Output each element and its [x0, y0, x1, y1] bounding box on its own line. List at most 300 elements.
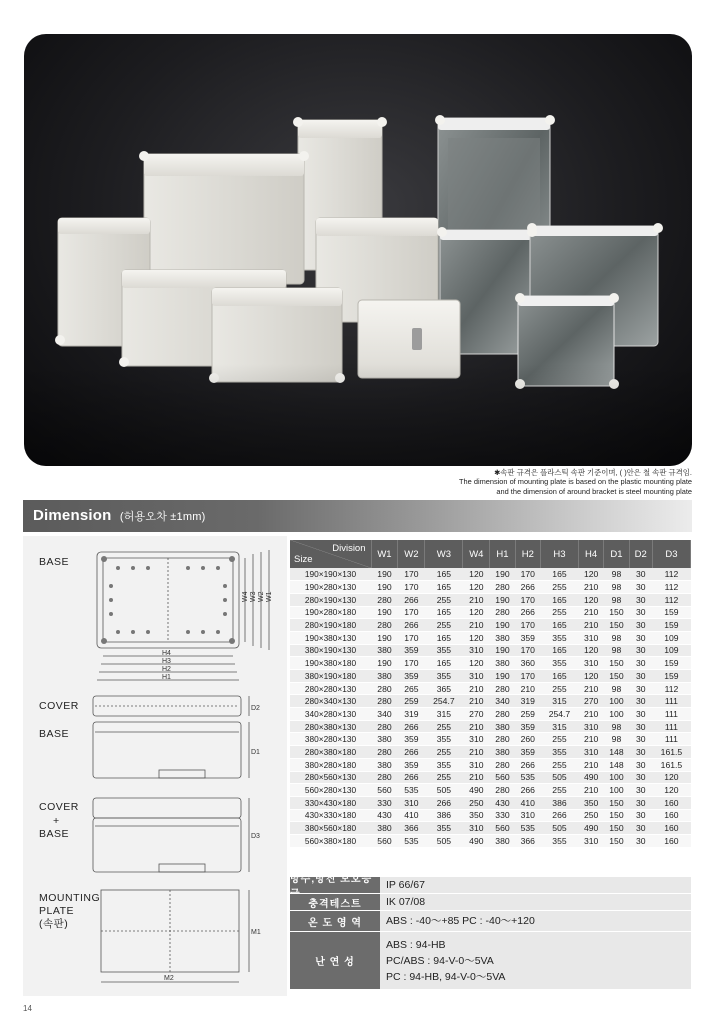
- value-cell: 280: [371, 695, 398, 708]
- value-cell: 30: [629, 619, 652, 632]
- value-cell: 112: [652, 682, 690, 695]
- value-cell: 310: [578, 631, 603, 644]
- value-cell: 366: [515, 834, 540, 847]
- value-cell: 266: [515, 606, 540, 619]
- size-cell: 280×560×130: [290, 771, 371, 784]
- value-cell: 266: [515, 784, 540, 797]
- col-w4: W4: [463, 540, 490, 568]
- value-cell: 98: [604, 733, 629, 746]
- value-cell: 386: [540, 796, 578, 809]
- value-cell: 98: [604, 682, 629, 695]
- col-h1: H1: [490, 540, 515, 568]
- value-cell: 161.5: [652, 758, 690, 771]
- dim-h1: H1: [162, 674, 171, 681]
- value-cell: 380: [371, 644, 398, 657]
- label-cover-base-3: BASE: [39, 828, 70, 840]
- mounting-plate-note: [459, 468, 692, 496]
- value-cell: 310: [578, 834, 603, 847]
- value-cell: 190: [490, 644, 515, 657]
- label-cover: COVER: [39, 700, 79, 712]
- value-cell: 30: [629, 708, 652, 721]
- value-cell: 280: [371, 771, 398, 784]
- spec-row-impact: [290, 894, 691, 911]
- dim-d3: D3: [251, 833, 260, 840]
- value-cell: 165: [540, 593, 578, 606]
- value-cell: 170: [515, 619, 540, 632]
- size-cell: 380×280×180: [290, 758, 371, 771]
- value-cell: 100: [604, 771, 629, 784]
- value-cell: 30: [629, 593, 652, 606]
- value-cell: 310: [463, 758, 490, 771]
- value-cell: 30: [629, 720, 652, 733]
- value-cell: 266: [515, 581, 540, 594]
- value-cell: 170: [515, 593, 540, 606]
- value-cell: 280: [371, 593, 398, 606]
- value-cell: 98: [604, 644, 629, 657]
- value-cell: 120: [578, 644, 603, 657]
- value-cell: 310: [578, 657, 603, 670]
- value-cell: 190: [371, 568, 398, 581]
- value-cell: 505: [540, 822, 578, 835]
- value-cell: 280: [371, 619, 398, 632]
- value-cell: 255: [425, 771, 463, 784]
- enclosure-boxes-image: [24, 34, 692, 466]
- value-cell: 190: [371, 606, 398, 619]
- value-cell: 30: [629, 682, 652, 695]
- note-korean: ✱속판 규격은 플라스틱 속판 기준이며, ( )안은 철 속판 규격임.: [494, 468, 692, 477]
- spec-value-line: IK 07/08: [386, 896, 426, 908]
- value-cell: 150: [604, 809, 629, 822]
- value-cell: 30: [629, 796, 652, 809]
- value-cell: 315: [540, 720, 578, 733]
- value-cell: 111: [652, 708, 690, 721]
- spec-label-temperature: 온 도 영 역: [290, 911, 380, 931]
- value-cell: 260: [515, 733, 540, 746]
- dim-w3: W3: [250, 591, 257, 602]
- table-row: [290, 796, 691, 809]
- value-cell: 159: [652, 670, 690, 683]
- value-cell: 365: [425, 682, 463, 695]
- value-cell: 170: [398, 631, 425, 644]
- value-cell: 210: [463, 746, 490, 759]
- value-cell: 355: [425, 758, 463, 771]
- value-cell: 560: [371, 834, 398, 847]
- table-row: [290, 695, 691, 708]
- label-cover-base-1: COVER: [39, 801, 79, 813]
- spec-value-ip: [380, 877, 691, 893]
- value-cell: 120: [463, 631, 490, 644]
- value-cell: 30: [629, 746, 652, 759]
- dim-h2: H2: [162, 666, 171, 673]
- value-cell: 340: [490, 695, 515, 708]
- size-cell: 190×380×180: [290, 657, 371, 670]
- table-row: [290, 822, 691, 835]
- value-cell: 430: [371, 809, 398, 822]
- value-cell: 315: [540, 695, 578, 708]
- value-cell: 190: [490, 593, 515, 606]
- value-cell: 112: [652, 593, 690, 606]
- value-cell: 120: [578, 670, 603, 683]
- value-cell: 100: [604, 695, 629, 708]
- value-cell: 366: [398, 822, 425, 835]
- table-row: [290, 581, 691, 594]
- value-cell: 380: [490, 746, 515, 759]
- dimension-title-text: Dimension: [33, 507, 112, 524]
- value-cell: 120: [463, 581, 490, 594]
- value-cell: 255: [540, 784, 578, 797]
- value-cell: 280: [490, 784, 515, 797]
- value-cell: 280: [371, 682, 398, 695]
- value-cell: 190: [371, 581, 398, 594]
- value-cell: 490: [578, 771, 603, 784]
- col-h4: H4: [578, 540, 603, 568]
- value-cell: 280: [490, 581, 515, 594]
- value-cell: 159: [652, 606, 690, 619]
- size-label: Size: [294, 554, 313, 565]
- table-row: [290, 733, 691, 746]
- value-cell: 120: [463, 606, 490, 619]
- value-cell: 266: [398, 720, 425, 733]
- value-cell: 255: [425, 593, 463, 606]
- value-cell: 98: [604, 631, 629, 644]
- table-row: [290, 809, 691, 822]
- value-cell: 30: [629, 695, 652, 708]
- value-cell: 266: [540, 809, 578, 822]
- table-row: [290, 670, 691, 683]
- spec-row-flammability: [290, 932, 691, 990]
- value-cell: 190: [490, 619, 515, 632]
- size-cell: 340×280×130: [290, 708, 371, 721]
- value-cell: 535: [398, 834, 425, 847]
- dim-h4: H4: [162, 650, 171, 657]
- value-cell: 560: [371, 784, 398, 797]
- dim-h3: H3: [162, 658, 171, 665]
- value-cell: 319: [398, 708, 425, 721]
- value-cell: 120: [652, 771, 690, 784]
- col-w1: W1: [371, 540, 398, 568]
- col-h2: H2: [515, 540, 540, 568]
- size-cell: 560×380×180: [290, 834, 371, 847]
- value-cell: 170: [515, 568, 540, 581]
- value-cell: 148: [604, 746, 629, 759]
- value-cell: 98: [604, 568, 629, 581]
- value-cell: 255: [540, 758, 578, 771]
- value-cell: 30: [629, 644, 652, 657]
- value-cell: 280: [371, 720, 398, 733]
- table-row: [290, 834, 691, 847]
- value-cell: 190: [490, 568, 515, 581]
- size-cell: 190×190×130: [290, 568, 371, 581]
- value-cell: 535: [515, 771, 540, 784]
- value-cell: 109: [652, 631, 690, 644]
- value-cell: 266: [425, 796, 463, 809]
- value-cell: 159: [652, 657, 690, 670]
- table-row: [290, 657, 691, 670]
- value-cell: 266: [398, 593, 425, 606]
- value-cell: 161.5: [652, 746, 690, 759]
- table-row: [290, 771, 691, 784]
- value-cell: 98: [604, 581, 629, 594]
- size-cell: 280×380×130: [290, 720, 371, 733]
- value-cell: 319: [515, 695, 540, 708]
- value-cell: 30: [629, 606, 652, 619]
- size-cell: 330×430×180: [290, 796, 371, 809]
- value-cell: 255: [540, 682, 578, 695]
- value-cell: 490: [463, 784, 490, 797]
- dimension-table: [290, 540, 691, 848]
- technical-drawings: [23, 536, 287, 996]
- table-row: [290, 708, 691, 721]
- col-d2: D2: [629, 540, 652, 568]
- value-cell: 310: [578, 746, 603, 759]
- value-cell: 359: [515, 631, 540, 644]
- value-cell: 165: [540, 644, 578, 657]
- value-cell: 490: [463, 834, 490, 847]
- value-cell: 355: [540, 834, 578, 847]
- value-cell: 380: [490, 631, 515, 644]
- size-cell: 380×190×180: [290, 670, 371, 683]
- value-cell: 98: [604, 720, 629, 733]
- value-cell: 30: [629, 568, 652, 581]
- spec-row-temperature: [290, 911, 691, 932]
- value-cell: 210: [578, 606, 603, 619]
- value-cell: 350: [463, 809, 490, 822]
- table-header-row: [290, 540, 691, 568]
- table-row: [290, 644, 691, 657]
- value-cell: 280: [371, 746, 398, 759]
- value-cell: 255: [425, 619, 463, 632]
- spec-value-impact: [380, 894, 691, 910]
- note-english-2: and the dimension of around bracket is steel mounting plate: [496, 486, 692, 496]
- value-cell: 560: [490, 771, 515, 784]
- value-cell: 259: [398, 695, 425, 708]
- value-cell: 210: [463, 619, 490, 632]
- value-cell: 359: [515, 720, 540, 733]
- table-row: [290, 758, 691, 771]
- value-cell: 265: [398, 682, 425, 695]
- label-mount-3: (속판): [39, 918, 69, 930]
- tolerance-note: (허용오차 ±1mm): [119, 511, 206, 523]
- value-cell: 355: [425, 822, 463, 835]
- label-base-side: BASE: [39, 728, 70, 740]
- value-cell: 150: [604, 670, 629, 683]
- spec-value-line: ABS : 94-HB: [386, 938, 446, 951]
- value-cell: 150: [604, 834, 629, 847]
- value-cell: 30: [629, 809, 652, 822]
- value-cell: 170: [398, 657, 425, 670]
- spec-row-ip: [290, 874, 691, 894]
- label-base: BASE: [39, 556, 70, 568]
- value-cell: 255: [540, 733, 578, 746]
- value-cell: 310: [398, 796, 425, 809]
- table-row: [290, 631, 691, 644]
- value-cell: 112: [652, 581, 690, 594]
- value-cell: 165: [540, 568, 578, 581]
- value-cell: 280: [490, 682, 515, 695]
- value-cell: 505: [425, 784, 463, 797]
- value-cell: 120: [463, 657, 490, 670]
- value-cell: 310: [463, 670, 490, 683]
- size-cell: 380×190×130: [290, 644, 371, 657]
- value-cell: 270: [463, 708, 490, 721]
- value-cell: 254.7: [425, 695, 463, 708]
- value-cell: 210: [578, 708, 603, 721]
- table-row: [290, 682, 691, 695]
- col-w2: W2: [398, 540, 425, 568]
- value-cell: 255: [425, 746, 463, 759]
- value-cell: 120: [652, 784, 690, 797]
- value-cell: 310: [578, 720, 603, 733]
- value-cell: 355: [425, 670, 463, 683]
- spec-label-ip: 방수,방진 보호등: [290, 877, 380, 893]
- value-cell: 359: [398, 733, 425, 746]
- col-d1: D1: [604, 540, 629, 568]
- value-cell: 210: [578, 581, 603, 594]
- value-cell: 560: [490, 822, 515, 835]
- value-cell: 266: [398, 746, 425, 759]
- value-cell: 150: [604, 822, 629, 835]
- value-cell: 266: [398, 619, 425, 632]
- value-cell: 170: [515, 670, 540, 683]
- label-cover-base-2: +: [53, 815, 60, 827]
- value-cell: 120: [463, 568, 490, 581]
- value-cell: 355: [425, 644, 463, 657]
- value-cell: 535: [515, 822, 540, 835]
- value-cell: 310: [463, 822, 490, 835]
- size-division-header: [290, 540, 371, 568]
- size-cell: 380×560×180: [290, 822, 371, 835]
- value-cell: 410: [515, 796, 540, 809]
- table-row: [290, 619, 691, 632]
- dimension-header: [23, 500, 692, 532]
- value-cell: 315: [425, 708, 463, 721]
- page-number: 14: [23, 1004, 32, 1013]
- value-cell: 505: [540, 771, 578, 784]
- value-cell: 280: [490, 708, 515, 721]
- value-cell: 30: [629, 822, 652, 835]
- value-cell: 100: [604, 708, 629, 721]
- value-cell: 380: [490, 834, 515, 847]
- value-cell: 280: [490, 733, 515, 746]
- value-cell: 380: [371, 733, 398, 746]
- dim-m2: M2: [164, 975, 174, 982]
- value-cell: 210: [578, 784, 603, 797]
- value-cell: 340: [371, 708, 398, 721]
- value-cell: 250: [578, 809, 603, 822]
- size-cell: 280×190×130: [290, 593, 371, 606]
- value-cell: 30: [629, 657, 652, 670]
- value-cell: 360: [515, 657, 540, 670]
- value-cell: 355: [425, 733, 463, 746]
- value-cell: 280: [490, 606, 515, 619]
- col-h3: H3: [540, 540, 578, 568]
- value-cell: 160: [652, 796, 690, 809]
- spec-label-impact: 충격테스트: [290, 894, 380, 910]
- table-row: [290, 606, 691, 619]
- value-cell: 430: [490, 796, 515, 809]
- size-cell: 280×280×130: [290, 682, 371, 695]
- table-row: [290, 746, 691, 759]
- value-cell: 150: [604, 619, 629, 632]
- dim-m1: M1: [251, 929, 261, 936]
- value-cell: 30: [629, 581, 652, 594]
- value-cell: 210: [578, 619, 603, 632]
- value-cell: 111: [652, 695, 690, 708]
- size-cell: 560×280×130: [290, 784, 371, 797]
- size-cell: 280×340×130: [290, 695, 371, 708]
- spec-value-line: IP 66/67: [386, 879, 425, 891]
- value-cell: 30: [629, 834, 652, 847]
- value-cell: 30: [629, 670, 652, 683]
- value-cell: 160: [652, 834, 690, 847]
- value-cell: 190: [371, 657, 398, 670]
- value-cell: 210: [578, 733, 603, 746]
- size-cell: 280×190×180: [290, 619, 371, 632]
- value-cell: 330: [490, 809, 515, 822]
- value-cell: 170: [398, 568, 425, 581]
- value-cell: 210: [463, 720, 490, 733]
- value-cell: 30: [629, 771, 652, 784]
- value-cell: 165: [540, 619, 578, 632]
- value-cell: 150: [604, 606, 629, 619]
- note-english-1: The dimension of mounting plate is based on the plastic mounting plate: [459, 477, 692, 487]
- value-cell: 250: [463, 796, 490, 809]
- col-w3: W3: [425, 540, 463, 568]
- value-cell: 310: [463, 644, 490, 657]
- value-cell: 210: [463, 695, 490, 708]
- value-cell: 165: [425, 657, 463, 670]
- value-cell: 359: [398, 670, 425, 683]
- value-cell: 165: [425, 568, 463, 581]
- value-cell: 120: [578, 593, 603, 606]
- size-cell: 430×330×180: [290, 809, 371, 822]
- value-cell: 490: [578, 822, 603, 835]
- value-cell: 380: [371, 758, 398, 771]
- value-cell: 190: [490, 670, 515, 683]
- table-row: [290, 784, 691, 797]
- value-cell: 165: [425, 581, 463, 594]
- value-cell: 355: [540, 657, 578, 670]
- value-cell: 310: [463, 733, 490, 746]
- spec-value-line: PC : 94-HB, 94-V-0～5VA: [386, 970, 506, 983]
- product-photo: [24, 34, 692, 466]
- label-mount-2: PLATE: [39, 905, 74, 917]
- value-cell: 535: [398, 784, 425, 797]
- value-cell: 505: [425, 834, 463, 847]
- value-cell: 330: [371, 796, 398, 809]
- value-cell: 170: [398, 606, 425, 619]
- value-cell: 266: [515, 758, 540, 771]
- size-cell: 190×380×130: [290, 631, 371, 644]
- value-cell: 386: [425, 809, 463, 822]
- value-cell: 30: [629, 784, 652, 797]
- value-cell: 150: [604, 657, 629, 670]
- value-cell: 310: [515, 809, 540, 822]
- dim-w1: W1: [266, 591, 273, 602]
- dimension-title: [33, 507, 205, 524]
- value-cell: 210: [578, 758, 603, 771]
- value-cell: 355: [540, 746, 578, 759]
- value-cell: 210: [463, 593, 490, 606]
- spec-value-line: ABS : -40～+85 PC : -40～+120: [386, 915, 535, 927]
- spec-value-flammability: [380, 932, 691, 989]
- value-cell: 30: [629, 733, 652, 746]
- dim-w4: W4: [242, 591, 249, 602]
- value-cell: 359: [398, 758, 425, 771]
- dim-d2: D2: [251, 705, 260, 712]
- value-cell: 280: [490, 758, 515, 771]
- drawing-lines: [23, 536, 287, 996]
